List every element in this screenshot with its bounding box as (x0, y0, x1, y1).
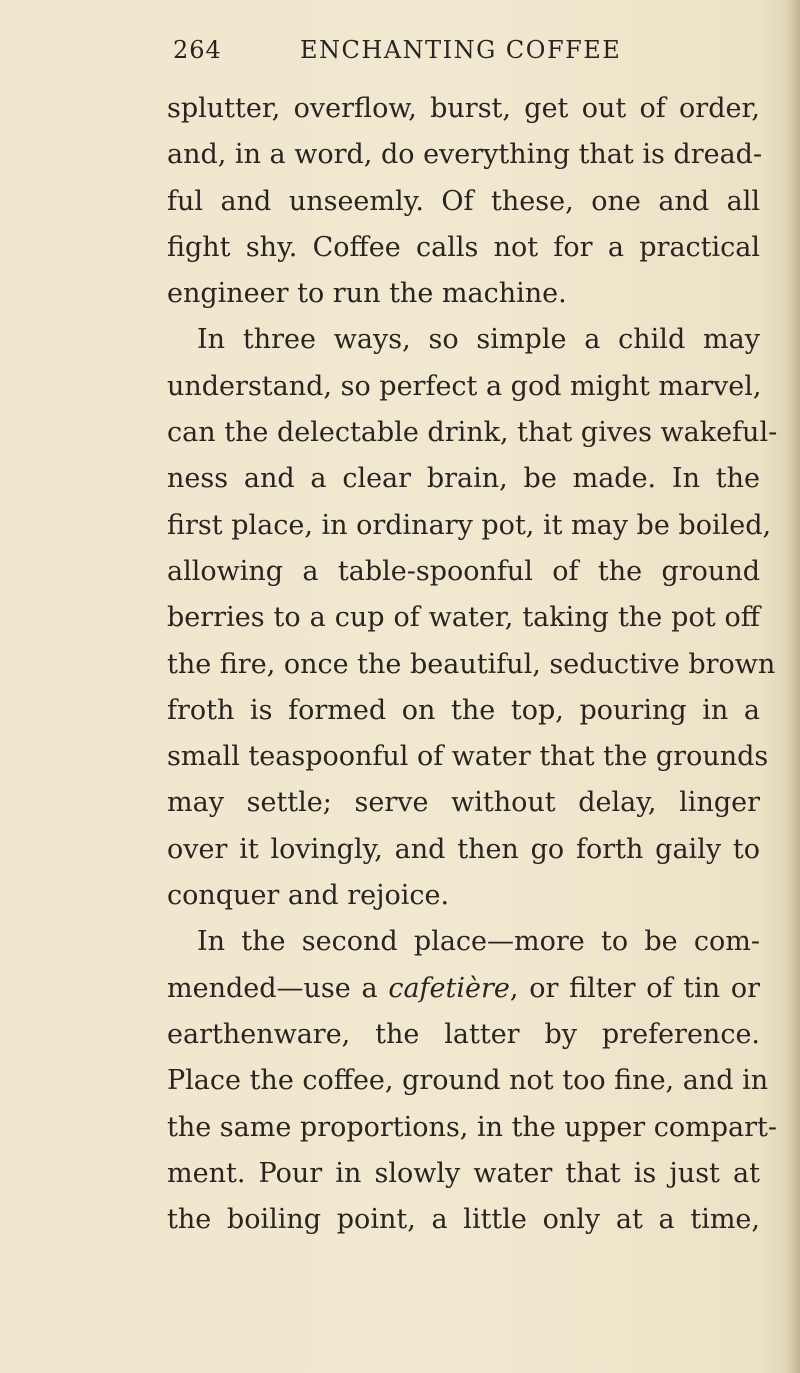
text-line: small teaspoonful of water that the grounds (167, 741, 769, 773)
text-line: understand, so perfect a god might marvel, (167, 370, 762, 402)
text-line: ful and unseemly. Of these, one and all (167, 185, 760, 217)
text-line: conquer and rejoice. (167, 880, 450, 912)
text-line: Place the coffee, ground not too fine, and in (167, 1065, 769, 1097)
text-line: froth is formed on the top, pouring in a (167, 694, 760, 726)
text-segment: mended—use a (167, 972, 389, 1004)
running-title: ENCHANTING COFFEE (300, 36, 622, 64)
page-edge-shadow (786, 0, 800, 1373)
text-line: berries to a cup of water, taking the pot off (167, 602, 760, 634)
text-line: the boiling point, a little only at a time, (167, 1204, 760, 1236)
text-line: can the delectable drink, that gives wakeful- (167, 417, 778, 449)
text-line: ment. Pour in slowly water that is just at (167, 1157, 760, 1189)
text-line: splutter, overflow, burst, get out of order, (167, 93, 760, 124)
text-segment: , or filter of tin or (509, 972, 760, 1004)
text-line: over it lovingly, and then go forth gaily to (167, 833, 760, 865)
text-line: engineer to run the machine. (167, 278, 567, 310)
text-line: earthenware, the latter by preference. (167, 1018, 760, 1050)
page-header (0, 36, 800, 76)
italic-term: cafetière (388, 972, 510, 1004)
text-line: In three ways, so simple a child may (197, 324, 760, 356)
text-line: allowing a table-spoonful of the ground (167, 555, 760, 587)
text-line: the fire, once the beautiful, seductive brown (167, 648, 776, 680)
text-line-with-italic (167, 966, 760, 1012)
text-line: In the second place—more to be com- (197, 926, 760, 958)
page-number: 264 (173, 36, 222, 64)
text-line: the same proportions, in the upper compart- (167, 1111, 778, 1143)
text-line: ness and a clear brain, be made. In the (167, 463, 760, 495)
body-text (167, 86, 778, 1243)
text-line: may settle; serve without delay, linger (167, 787, 760, 819)
text-line: first place, in ordinary pot, it may be boiled, (167, 509, 772, 541)
text-line: fight shy. Coffee calls not for a practical (167, 231, 760, 263)
text-line: and, in a word, do everything that is dread- (167, 139, 763, 171)
